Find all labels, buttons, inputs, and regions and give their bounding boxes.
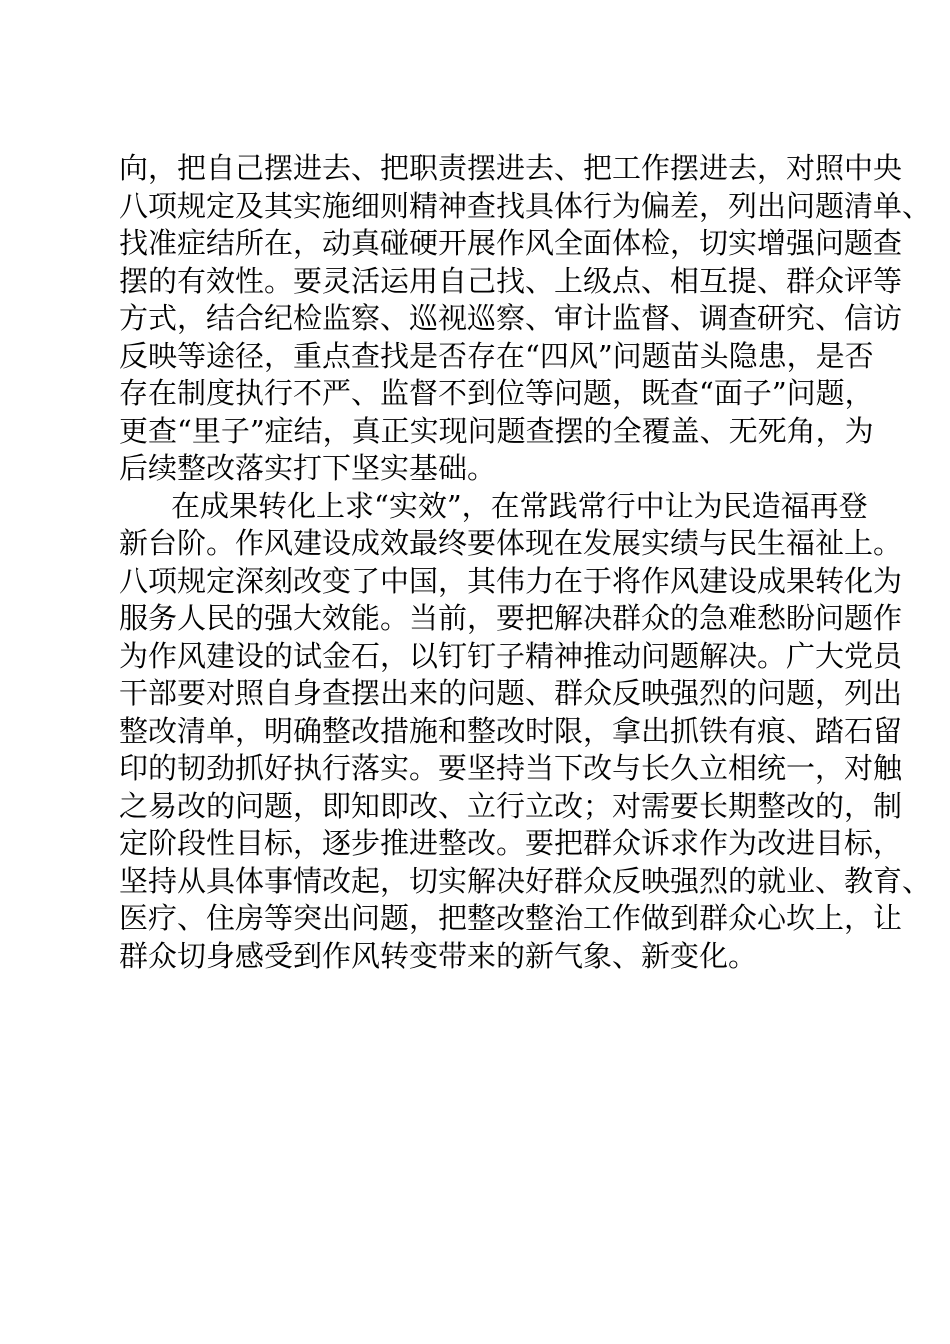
text-line: 存在制度执行不严、监督不到位等问题，既查“面子”问题， [119, 376, 874, 410]
text-line: 群众切身感受到作风转变带来的新气象、新变化。 [119, 938, 758, 973]
text-line: 服务人民的强大效能。当前，要把解决群众的急难愁盼问题作 [119, 601, 903, 635]
text-line: 方式，结合纪检监察、巡视巡察、审计监督、调查研究、信访 [119, 301, 903, 335]
text-line: 整改清单，明确整改措施和整改时限，拿出抓铁有痕、踏石留 [119, 713, 903, 748]
paragraph-2 [119, 488, 932, 976]
document-body [119, 150, 932, 975]
text-line: 医疗、住房等突出问题，把整改整治工作做到群众心坎上，让 [119, 901, 903, 935]
text-line: 印的韧劲抓好执行落实。要坚持当下改与长久立相统一，对触 [119, 751, 903, 785]
text-line: 新台阶。作风建设成效最终要体现在发展实绩与民生福祉上。 [119, 526, 903, 560]
text-line: 后续整改落实打下坚实基础。 [119, 451, 497, 485]
paragraph-1 [119, 150, 932, 488]
text-line: 为作风建设的试金石，以钉钉子精神推动问题解决。广大党员 [119, 638, 903, 673]
text-line: 反映等途径，重点查找是否存在“四风”问题苗头隐患，是否 [119, 338, 874, 373]
text-line: 定阶段性目标，逐步推进整改。要把群众诉求作为改进目标， [119, 826, 903, 860]
text-line: 在成果转化上求“实效”，在常践常行中让为民造福再登 [171, 488, 868, 523]
text-line: 坚持从具体事情改起，切实解决好群众反映强烈的就业、教育、 [119, 863, 932, 898]
text-line: 八项规定及其实施细则精神查找具体行为偏差，列出问题清单、 [119, 188, 932, 223]
text-line: 向，把自己摆进去、把职责摆进去、把工作摆进去，对照中央 [119, 151, 903, 185]
text-line: 干部要对照自身查摆出来的问题、群众反映强烈的问题，列出 [119, 676, 903, 710]
text-line: 摆的有效性。要灵活运用自己找、上级点、相互提、群众评等 [119, 263, 903, 298]
text-line: 找准症结所在，动真碰硬开展作风全面体检，切实增强问题查 [119, 226, 903, 260]
text-line: 更查“里子”症结，真正实现问题查摆的全覆盖、无死角，为 [119, 413, 874, 448]
text-line: 八项规定深刻改变了中国，其伟力在于将作风建设成果转化为 [119, 563, 903, 598]
text-line: 之易改的问题，即知即改、立行立改；对需要长期整改的，制 [119, 788, 903, 823]
